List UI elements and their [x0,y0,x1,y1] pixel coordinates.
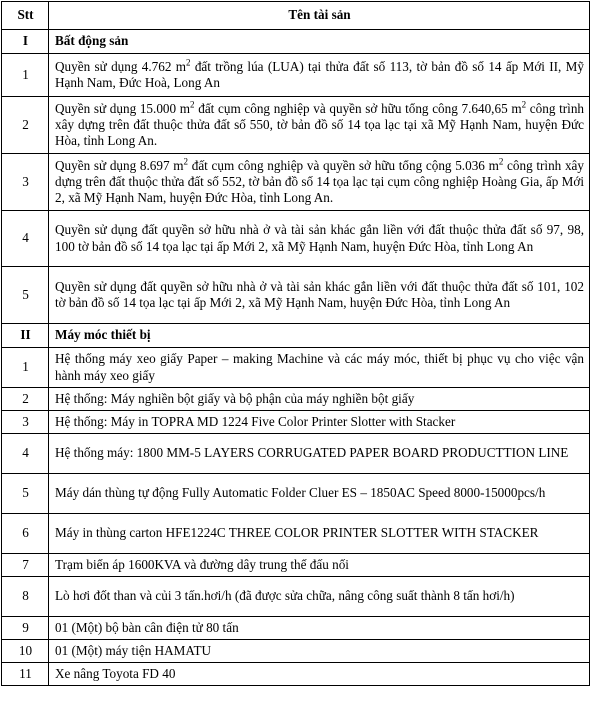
row-description: Hệ thống máy: 1800 MM-5 LAYERS CORRUGATED PAPER BOARD PRODUCTTION LINE [49,434,590,474]
table-row [2,474,590,514]
table-row [2,388,590,411]
row-stt: 4 [2,211,49,267]
row-stt: 2 [2,388,49,411]
desc-text: đất trồng lúa (LUA) tại thửa đất số 113, tờ bản đồ số 14 ấp Mới II, Mỹ Hạnh Nam, Đức Hoà, Long An [55,58,584,90]
row-stt: 5 [2,474,49,514]
row-stt: 10 [2,640,49,663]
table-row [2,267,590,324]
section-row-machinery [2,324,590,348]
section-title: Bất động sản [49,30,590,54]
row-stt: 11 [2,663,49,686]
desc-text: công trình xây dựng trên đất thuộc thửa đất số 552, tờ bản đồ số 14 tọa lạc tại cụm công nghiệp Hoàng Gia, ấp Mới 2, xã Mỹ Hạnh Nam, huyện Đức Hòa, tỉnh Long An. [55,157,584,206]
row-description: Máy in thùng carton HFE1224C THREE COLOR PRINTER SLOTTER WITH STACKER [49,514,590,554]
superscript: 2 [498,156,504,167]
section-row-real-estate [2,30,590,54]
table-row [2,554,590,577]
row-description: Quyền sử dụng đất quyền sở hữu nhà ở và tài sản khác gắn liền với đất thuộc thửa đất số 97, 98, 100 tờ bản đồ số 14 tọa lạc tại ấp Mới 2, xã Mỹ Hạnh Nam, huyện Đức Hòa, tỉnh Long An [49,211,590,267]
table-row [2,434,590,474]
desc-text: Quyền sử dụng 15.000 m [55,100,191,116]
row-stt: 9 [2,617,49,640]
row-stt: 2 [2,97,49,154]
table-row [2,577,590,617]
desc-text: đất cụm công nghiệp và quyền sở hữu tổng công 7.640,65 m [194,100,522,116]
superscript: 2 [190,99,195,110]
desc-text: đất cụm công nghiệp và quyền sở hữu tổng cộng 5.036 m [188,157,499,173]
row-stt: 8 [2,577,49,617]
row-description [49,54,590,97]
row-description: Quyền sử dụng đất quyền sở hữu nhà ở và tài sản khác gắn liền với đất thuộc thửa đất số 101, 102 tờ bản đồ số 14 tọa lạc tại ấp Mới 2, xã Mỹ Hạnh Nam, huyện Đức Hòa, tỉnh Long An [49,267,590,324]
row-description: Máy dán thùng tự động Fully Automatic Folder Cluer ES – 1850AC Speed 8000-15000pcs/h [49,474,590,514]
row-stt: 1 [2,348,49,388]
row-stt: 3 [2,411,49,434]
table-body [2,30,590,686]
header-asset-name: Tên tài sản [49,2,590,30]
row-description: 01 (Một) bộ bàn cân điện tử 80 tấn [49,617,590,640]
table-row [2,411,590,434]
row-description [49,154,590,211]
superscript: 2 [183,156,189,167]
table-row [2,640,590,663]
section-numeral: II [2,324,49,348]
header-stt: Stt [2,2,49,30]
row-stt: 7 [2,554,49,577]
table-header-row [2,2,590,30]
desc-text: công trình xây dựng trên đất thuộc thửa đất số 550, tờ bản đồ số 14 tọa lạc tại xã Mỹ Hạnh Nam, huyện Đức Hòa, tỉnh Long An. [55,100,585,149]
row-stt: 1 [2,54,49,97]
section-title: Máy móc thiết bị [49,324,590,348]
row-stt: 3 [2,154,49,211]
row-description: Hệ thống: Máy in TOPRA MD 1224 Five Color Printer Slotter with Stacker [49,411,590,434]
row-stt: 4 [2,434,49,474]
table-row [2,617,590,640]
row-description: 01 (Một) máy tiện HAMATU [49,640,590,663]
table-row [2,154,590,211]
row-description: Xe nâng Toyota FD 40 [49,663,590,686]
section-numeral: I [2,30,49,54]
table-row [2,97,590,154]
superscript: 2 [521,99,527,110]
row-description [49,97,590,154]
row-description: Hệ thống máy xeo giấy Paper – making Machine và các máy móc, thiết bị phục vụ cho việc vận hành máy xeo giấy [49,348,590,388]
row-stt: 5 [2,267,49,324]
asset-table [1,1,590,686]
row-description: Trạm biến áp 1600KVA và đường dây trung thế đấu nối [49,554,590,577]
row-description: Lò hơi đốt than và củi 3 tấn.hơi/h (đã được sửa chữa, nâng công suất thành 8 tấn hơi/h) [49,577,590,617]
desc-text: Quyền sử dụng 8.697 m [55,157,184,173]
row-description: Hệ thống: Máy nghiền bột giấy và bộ phận của máy nghiền bột giấy [49,388,590,411]
table-row [2,211,590,267]
table-row [2,348,590,388]
desc-text: Quyền sử dụng 4.762 m [55,58,187,74]
table-row [2,514,590,554]
row-stt: 6 [2,514,49,554]
superscript: 2 [186,57,191,68]
table-row [2,663,590,686]
table-row [2,54,590,97]
